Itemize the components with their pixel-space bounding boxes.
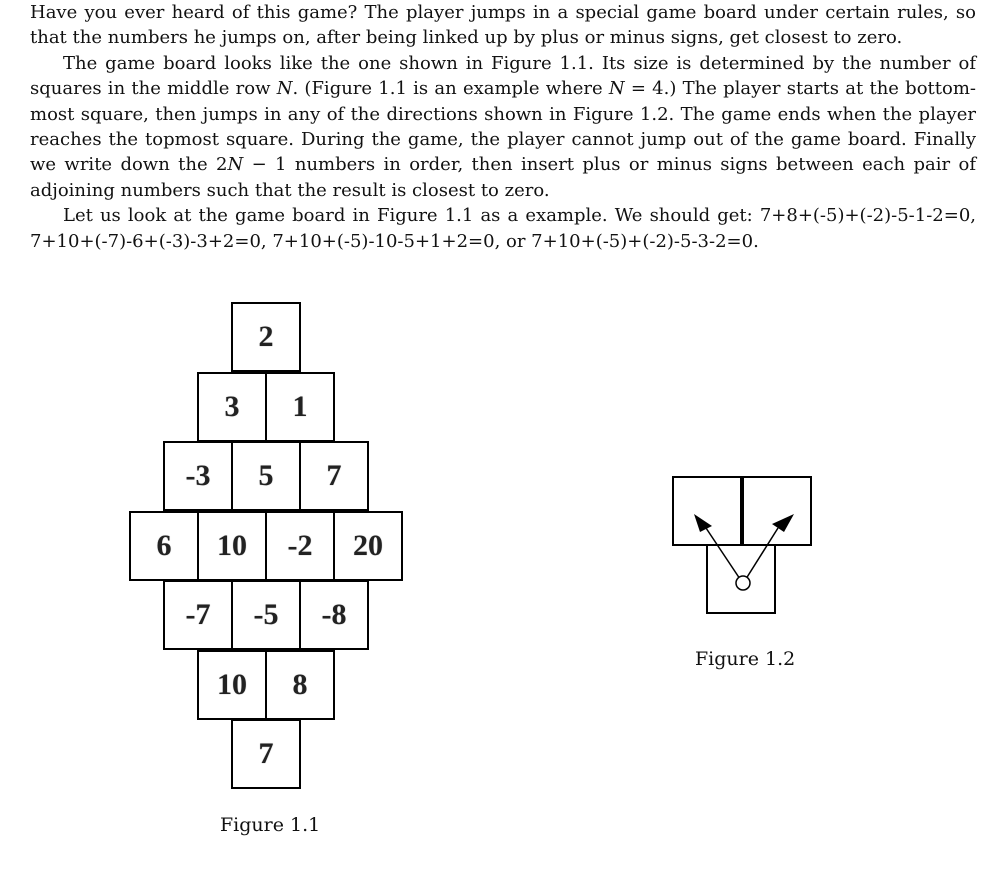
board-text-1: The game board looks like the one shown in Figure 1.1. Its size is determined by the number of squares in the middle row bbox=[30, 52, 976, 100]
start-circle-icon bbox=[736, 576, 750, 590]
paragraph-example: Let us look at the game board in Figure 1.1 as a example. We should get: 7+8+(-5)+(-2)-5-1-2=0, 7+10+(-7)-6+(-3)-3+2=0, 7+10+(-5)-10-5+1+2=0, or 7+10+(-5)+(-2)-5-3-2=0. bbox=[30, 205, 976, 252]
board-cell: -5 bbox=[231, 580, 301, 650]
board-cell: -8 bbox=[299, 580, 369, 650]
board-text-4: − 1 numbers in order, then insert plus or minus signs between each pair of adjoining numbers such that the result is closest to zero. bbox=[30, 154, 977, 201]
board-cell: 7 bbox=[299, 441, 369, 511]
up-left-arrow-icon bbox=[694, 514, 742, 582]
math-n: N bbox=[608, 78, 625, 100]
math-n: N bbox=[276, 78, 293, 100]
board-cell: 5 bbox=[231, 441, 301, 511]
board-cell: -2 bbox=[265, 511, 335, 581]
math-n: N bbox=[227, 154, 244, 176]
board-text-2: . (Figure 1.1 is an example where bbox=[292, 78, 609, 100]
board-cell: 6 bbox=[129, 511, 199, 581]
paragraph-intro: Have you ever heard of this game? The player jumps in a special game board under certain rules, so that the numbers he jumps on, after being linked up by plus or minus signs, get closest to zero. bbox=[30, 2, 976, 49]
board-cell: 7 bbox=[231, 719, 301, 789]
jump-directions-figure bbox=[672, 476, 812, 616]
board-text-3: = 4.) The player starts at the bottom-most square, then jumps in any of the directions shown in Figure 1.2. The game ends when the player reaches the topmost square. During the game, the player cannot jump out of the game board. Finally we write down the 2 bbox=[30, 78, 976, 176]
board-cell: -3 bbox=[163, 441, 233, 511]
problem-text bbox=[30, 0, 976, 254]
board-cell: 10 bbox=[197, 511, 267, 581]
board-cell: 1 bbox=[265, 372, 335, 442]
board-cell: 10 bbox=[197, 650, 267, 720]
board-cell: 3 bbox=[197, 372, 267, 442]
figure-1-2-caption: Figure 1.2 bbox=[695, 648, 796, 670]
board-cell: 20 bbox=[333, 511, 403, 581]
board-cell: -7 bbox=[163, 580, 233, 650]
board-cell: 8 bbox=[265, 650, 335, 720]
direction-arrows bbox=[672, 476, 812, 616]
figure-1-1-caption: Figure 1.1 bbox=[220, 814, 321, 836]
paragraph-board-description bbox=[30, 51, 976, 203]
up-right-arrow-icon bbox=[744, 514, 794, 582]
board-cell: 2 bbox=[231, 302, 301, 372]
